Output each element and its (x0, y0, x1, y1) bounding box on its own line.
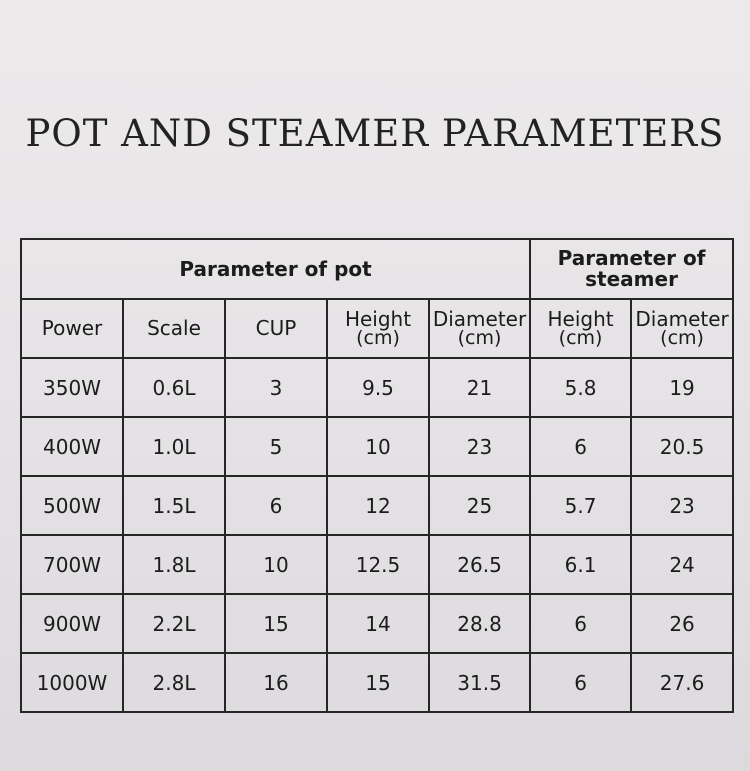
table-row (21, 535, 733, 594)
cell-steamer-diameter: 26 (631, 594, 733, 653)
cell-scale: 1.5L (123, 476, 225, 535)
column-header-unit: (cm) (356, 326, 400, 349)
cell-scale: 2.2L (123, 594, 225, 653)
column-header-label: Diameter (432, 306, 527, 331)
cell-pot-height: 14 (327, 594, 429, 653)
column-header-label: Power (41, 316, 103, 340)
column-header-label: Scale (147, 316, 201, 340)
cell-pot-diameter: 28.8 (429, 594, 530, 653)
cell-scale: 2.8L (123, 653, 225, 712)
cell-power: 350W (21, 358, 123, 417)
cell-steamer-diameter: 24 (631, 535, 733, 594)
column-header-label: Diameter (635, 306, 729, 331)
cell-scale: 1.8L (123, 535, 225, 594)
cell-steamer-height: 5.7 (530, 476, 631, 535)
pot-header-label: Parameter of pot (179, 257, 372, 281)
cell-steamer-height: 5.8 (530, 358, 631, 417)
cell-cup: 10 (225, 535, 327, 594)
column-header-pot-diameter (429, 299, 530, 358)
cell-steamer-diameter: 27.6 (631, 653, 733, 712)
column-header-power (21, 299, 123, 358)
column-header-label: Height (547, 306, 614, 331)
cell-pot-height: 15 (327, 653, 429, 712)
table-row (21, 417, 733, 476)
column-header-label: Height (344, 306, 412, 331)
pot-parameters-header (21, 239, 530, 299)
table-row (21, 653, 733, 712)
table-row (21, 358, 733, 417)
column-header-unit: (cm) (558, 326, 603, 349)
cell-pot-diameter: 31.5 (429, 653, 530, 712)
column-header-steamer-height (530, 299, 631, 358)
cell-steamer-height: 6 (530, 653, 631, 712)
cell-steamer-height: 6.1 (530, 535, 631, 594)
cell-scale: 0.6L (123, 358, 225, 417)
cell-pot-diameter: 25 (429, 476, 530, 535)
page-title: POT AND STEAMER PARAMETERS (25, 112, 725, 155)
cell-power: 400W (21, 417, 123, 476)
cell-pot-diameter: 21 (429, 358, 530, 417)
cell-cup: 5 (225, 417, 327, 476)
cell-cup: 15 (225, 594, 327, 653)
column-header-unit: (cm) (457, 326, 502, 349)
cell-steamer-height: 6 (530, 417, 631, 476)
cell-power: 1000W (21, 653, 123, 712)
column-header-pot-height (327, 299, 429, 358)
parameters-table (20, 238, 734, 713)
cell-steamer-height: 6 (530, 594, 631, 653)
column-header-unit: (cm) (660, 326, 704, 349)
cell-steamer-diameter: 23 (631, 476, 733, 535)
cell-pot-diameter: 26.5 (429, 535, 530, 594)
steamer-parameters-header (530, 239, 733, 299)
cell-pot-height: 9.5 (327, 358, 429, 417)
group-header-row (21, 239, 733, 299)
cell-pot-diameter: 23 (429, 417, 530, 476)
cell-cup: 3 (225, 358, 327, 417)
cell-steamer-diameter: 19 (631, 358, 733, 417)
cell-power: 700W (21, 535, 123, 594)
column-header-label: CUP (255, 316, 297, 340)
cell-cup: 6 (225, 476, 327, 535)
cell-pot-height: 12.5 (327, 535, 429, 594)
column-header-row (21, 299, 733, 358)
table-row (21, 476, 733, 535)
cell-power: 900W (21, 594, 123, 653)
steamer-header-line2: steamer (585, 267, 678, 291)
cell-steamer-diameter: 20.5 (631, 417, 733, 476)
column-header-steamer-diameter (631, 299, 733, 358)
cell-pot-height: 12 (327, 476, 429, 535)
column-header-scale (123, 299, 225, 358)
cell-scale: 1.0L (123, 417, 225, 476)
table-row (21, 594, 733, 653)
cell-power: 500W (21, 476, 123, 535)
steamer-header-line1: Parameter of (557, 246, 706, 270)
cell-cup: 16 (225, 653, 327, 712)
cell-pot-height: 10 (327, 417, 429, 476)
column-header-cup (225, 299, 327, 358)
